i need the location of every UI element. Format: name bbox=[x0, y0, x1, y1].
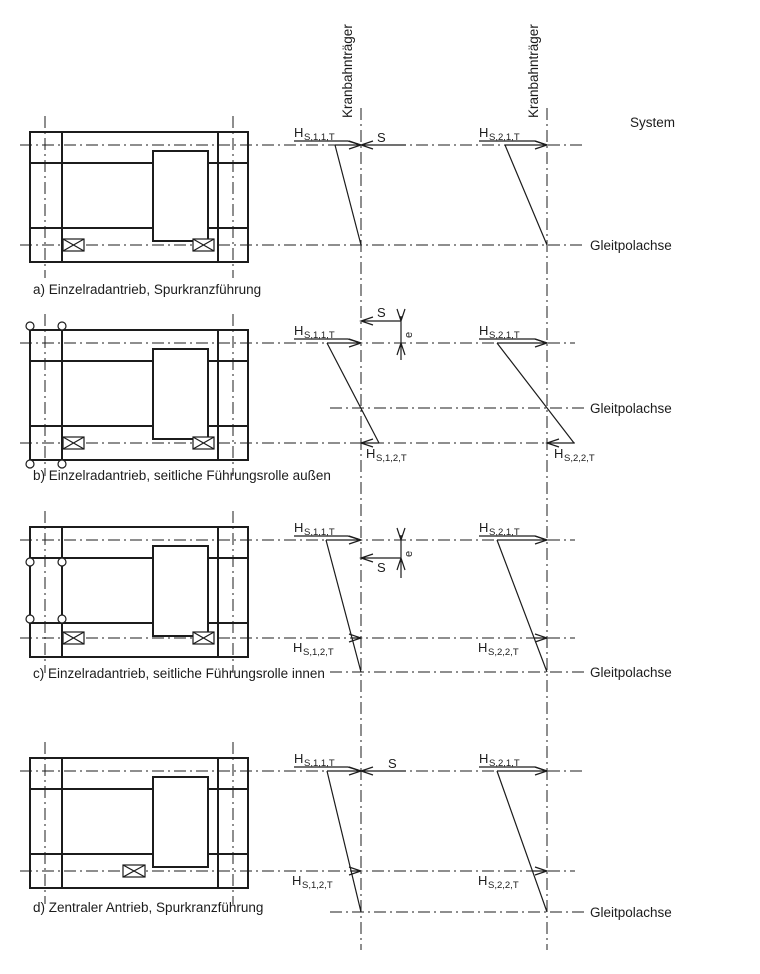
force-label-h: H bbox=[554, 446, 564, 461]
guide-roller bbox=[58, 615, 66, 623]
span-arrow bbox=[361, 767, 406, 775]
crane-schematic-a bbox=[30, 132, 248, 262]
kranbahntraeger-label-right: Kranbahnträger bbox=[526, 24, 541, 118]
caption-d: d) Zentraler Antrieb, Spurkranzführung bbox=[33, 900, 264, 915]
force-label-sub-bottom-right-c: S,2,2,T bbox=[488, 647, 519, 658]
force-label-sub-bottom-right-b: S,2,2,T bbox=[564, 453, 595, 464]
guide-roller bbox=[58, 558, 66, 566]
crane-schematic-b bbox=[26, 322, 248, 468]
drive-motor-left bbox=[63, 437, 84, 449]
guide-rollers-outer bbox=[26, 322, 66, 468]
force-label-sub-bottom-left-c: S,1,2,T bbox=[303, 647, 334, 658]
row-c bbox=[20, 511, 672, 681]
span-label-b: S bbox=[377, 305, 386, 320]
force-label-h: H bbox=[293, 640, 303, 655]
force-label-h: H bbox=[478, 640, 488, 655]
force-label-sub-top-right-d: S,2,1,T bbox=[489, 758, 520, 769]
force-label-h: H bbox=[479, 323, 489, 338]
crane-schematic-d bbox=[30, 758, 248, 888]
trolley bbox=[153, 151, 208, 241]
slip-pole-label-d: Gleitpolachse bbox=[590, 905, 672, 920]
eccentricity-label-c: e bbox=[403, 550, 415, 557]
span-label-d: S bbox=[388, 756, 397, 771]
caption-c: c) Einzelradantrieb, seitliche Führungsrolle innen bbox=[33, 666, 325, 681]
guide-roller bbox=[26, 460, 34, 468]
force-label-h: H bbox=[294, 751, 304, 766]
force-label-sub-bottom-right-d: S,2,2,T bbox=[488, 880, 519, 891]
force-label-sub-top-left-a: S,1,1,T bbox=[304, 132, 335, 143]
drive-motor-central bbox=[123, 865, 145, 877]
guide-roller bbox=[26, 558, 34, 566]
force-label-h: H bbox=[478, 873, 488, 888]
force-label-h: H bbox=[292, 873, 302, 888]
slip-pole-label-b: Gleitpolachse bbox=[590, 401, 672, 416]
force-diagram-a bbox=[294, 125, 672, 253]
eccentricity-label-b: e bbox=[403, 331, 415, 338]
kranbahntraeger-label-left: Kranbahnträger bbox=[340, 24, 355, 118]
row-a bbox=[20, 116, 672, 297]
force-diagram-d bbox=[292, 751, 672, 920]
row-d bbox=[20, 742, 672, 920]
caption-a: a) Einzelradantrieb, Spurkranzführung bbox=[33, 282, 262, 297]
system-label: System bbox=[630, 115, 676, 130]
force-label-sub-top-left-b: S,1,1,T bbox=[304, 330, 335, 341]
force-label-h: H bbox=[479, 751, 489, 766]
force-label-h: H bbox=[294, 125, 304, 140]
force-label-h: H bbox=[294, 520, 304, 535]
force-label-sub-top-left-d: S,1,1,T bbox=[304, 758, 335, 769]
force-label-sub-top-left-c: S,1,1,T bbox=[304, 527, 335, 538]
slip-pole-label-c: Gleitpolachse bbox=[590, 665, 672, 680]
force-diagram-c bbox=[293, 520, 672, 680]
drive-motor-right bbox=[193, 437, 214, 449]
force-label-sub-bottom-left-b: S,1,2,T bbox=[376, 453, 407, 464]
trolley bbox=[153, 349, 208, 439]
force-label-sub-top-right-b: S,2,1,T bbox=[489, 330, 520, 341]
drive-motor-left bbox=[63, 239, 84, 251]
guide-roller bbox=[26, 322, 34, 330]
trolley bbox=[153, 546, 208, 636]
force-label-h: H bbox=[479, 520, 489, 535]
span-label-c: S bbox=[377, 560, 386, 575]
row-b bbox=[20, 305, 672, 483]
span-label-a: S bbox=[377, 130, 386, 145]
guide-rollers-inner bbox=[26, 558, 66, 623]
force-label-sub-top-right-c: S,2,1,T bbox=[489, 527, 520, 538]
trolley bbox=[153, 777, 208, 867]
drive-motor-left bbox=[63, 632, 84, 644]
force-diagram-b bbox=[294, 305, 672, 464]
force-label-sub-top-right-a: S,2,1,T bbox=[489, 132, 520, 143]
slip-pole-label-a: Gleitpolachse bbox=[590, 238, 672, 253]
force-label-sub-bottom-left-d: S,1,2,T bbox=[302, 880, 333, 891]
drive-motor-right bbox=[193, 632, 214, 644]
force-label-h: H bbox=[366, 446, 376, 461]
force-label-h: H bbox=[294, 323, 304, 338]
force-label-h: H bbox=[479, 125, 489, 140]
drive-motor-right bbox=[193, 239, 214, 251]
guide-roller bbox=[26, 615, 34, 623]
guide-roller bbox=[58, 322, 66, 330]
guide-roller bbox=[58, 460, 66, 468]
caption-b: b) Einzelradantrieb, seitliche Führungsrolle außen bbox=[33, 468, 331, 483]
